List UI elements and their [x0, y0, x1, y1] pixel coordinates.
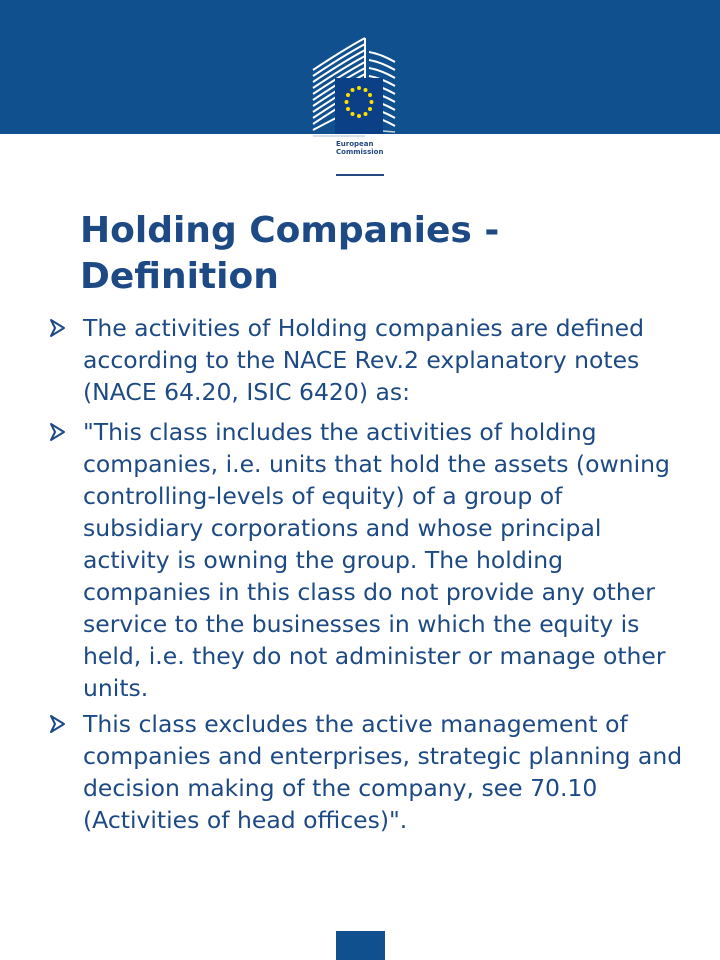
- list-item: [48, 312, 688, 408]
- bullet-text: "This class includes the activities of holding companies, i.e. units that hold the assets (owning controlling-levels of equity) of a group of subsidiary corporations and whose principal activity is owning the group. The holding companies in this class do not provide any other service to the businesses in which the equity is held, i.e. they do not administer or manage other units.: [83, 418, 670, 702]
- european-commission-logo-icon: [303, 30, 403, 180]
- arrow-bullet-icon: [48, 418, 68, 446]
- slide-title: [80, 208, 680, 300]
- footer-square: [336, 931, 385, 960]
- logo-wordmark: [336, 140, 406, 156]
- list-item: [48, 708, 688, 836]
- title-line-2: Definition: [80, 256, 279, 297]
- list-item: [48, 416, 688, 704]
- logo-line1: European: [336, 140, 374, 148]
- bullet-text: The activities of Holding companies are defined according to the NACE Rev.2 explanatory notes (NACE 64.20, ISIC 6420) as:: [83, 314, 645, 406]
- bullet-list: [48, 312, 688, 840]
- arrow-bullet-icon: [48, 314, 68, 342]
- logo-line2: Commission: [336, 148, 384, 156]
- logo-underline: [336, 174, 384, 176]
- bullet-text: This class excludes the active management of companies and enterprises, strategic planning and decision making of the company, see 70.10 (Activities of head offices)".: [83, 710, 683, 834]
- title-line-1: Holding Companies -: [80, 210, 500, 251]
- arrow-bullet-icon: [48, 710, 68, 738]
